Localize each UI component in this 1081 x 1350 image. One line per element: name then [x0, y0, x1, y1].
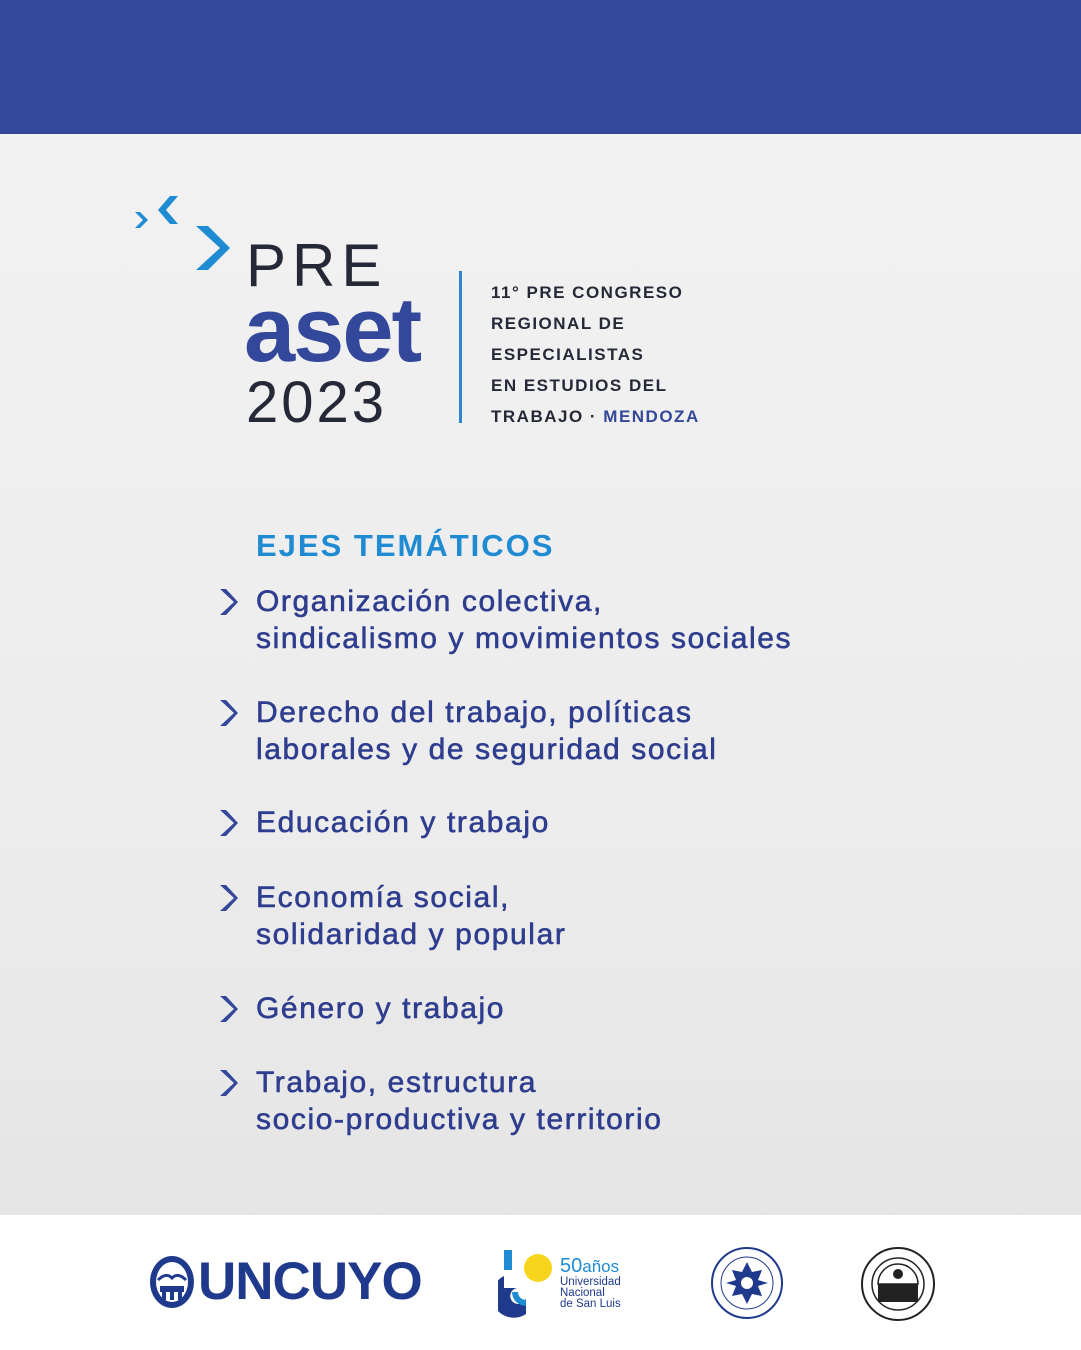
congress-line-4: EN ESTUDIOS DEL: [491, 376, 668, 395]
list-item-label: Género y trabajo: [256, 992, 506, 1025]
uncuyo-logo: [148, 1252, 422, 1312]
unsl-years: 50: [560, 1255, 583, 1277]
chevron-right-icon: [218, 700, 238, 726]
chevron-right-icon: [218, 996, 238, 1022]
unsl-name: Universidad Nacional de San Luis: [560, 1276, 621, 1310]
list-item-label: Educación y trabajo: [256, 806, 550, 839]
uncuyo-emblem-icon: [148, 1254, 196, 1310]
brand-year: 2023: [246, 370, 388, 435]
chevron-right-icon: [218, 810, 238, 836]
congress-line-3: ESPECIALISTAS: [491, 345, 645, 364]
congress-line-1-rest: PRE CONGRESO: [520, 283, 684, 302]
list-item-label: Derecho del trabajo, políticas laborales y de seguridad social: [256, 696, 718, 766]
chevron-right-icon: [218, 1070, 238, 1096]
unsl-50-emblem-icon: [498, 1248, 556, 1318]
comahue-seal-icon: [710, 1246, 784, 1320]
brand-aset: aset: [244, 279, 421, 381]
congress-city: MENDOZA: [603, 407, 700, 426]
san-juan-seal-icon: [860, 1246, 936, 1322]
list-item-label: Economía social, solidaridad y popular: [256, 881, 567, 951]
congress-line-5-main: TRABAJO ·: [491, 407, 604, 426]
list-item-label: Organización colectiva, sindicalismo y movimientos sociales: [256, 585, 793, 655]
uncuyo-wordmark: UNCUYO: [198, 1252, 422, 1311]
brand-pre: PRE: [246, 232, 388, 299]
chevron-right-icon: [218, 589, 238, 615]
list-item-label: Trabajo, estructura socio-productiva y territorio: [256, 1066, 663, 1136]
ejes-heading: EJES TEMÁTICOS: [256, 528, 555, 563]
unsl-anios: años: [582, 1257, 620, 1276]
congress-ordinal: 11°: [491, 283, 521, 302]
unsl-logo: [498, 1248, 638, 1318]
chevron-right-icon: [218, 885, 238, 911]
unsl-anniversary: [560, 1256, 619, 1276]
congress-line-2: REGIONAL DE: [491, 314, 626, 333]
